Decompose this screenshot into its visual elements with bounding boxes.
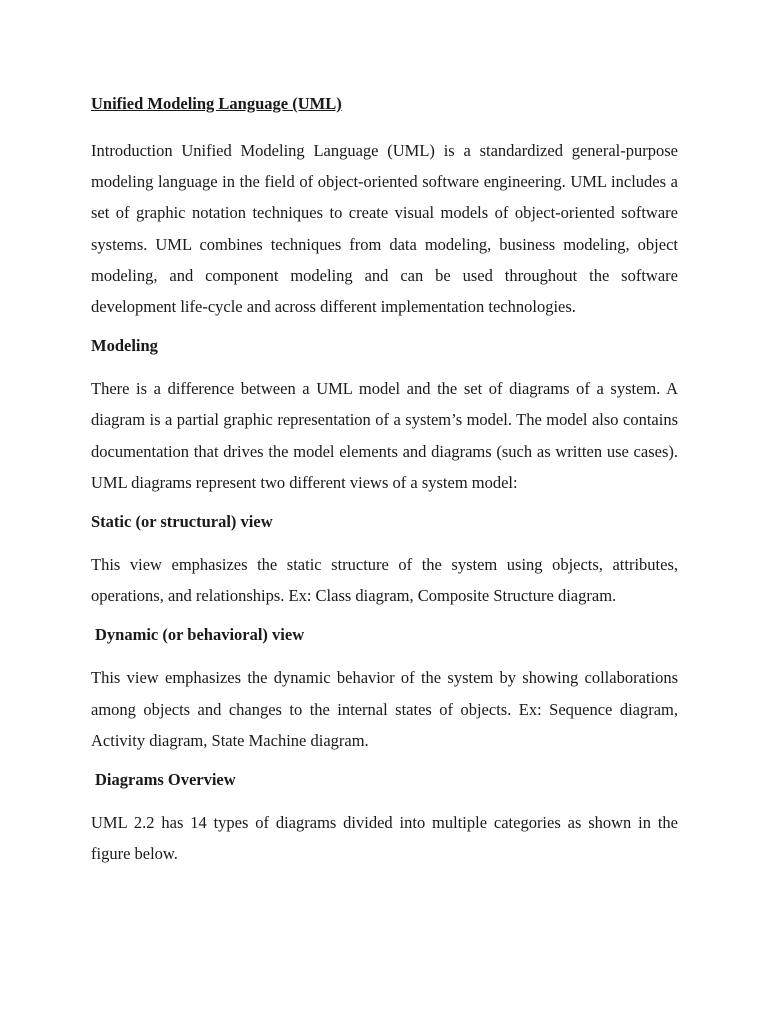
document-title: Unified Modeling Language (UML)	[91, 94, 342, 113]
section-heading-static-view: Static (or structural) view	[91, 512, 273, 532]
modeling-paragraph: There is a difference between a UML model and the set of diagrams of a system. A diagram is a partial graphic representation of a system’s model. The model also contains documentation that drives the model elements and diagrams (such as written use cases). UML diagrams represent two different views of a system model:	[91, 379, 678, 492]
intro-paragraph: Introduction Unified Modeling Language (UML) is a standardized general-purpose modeling language in the field of object-oriented software engineering. UML includes a set of graphic notation techniques to create visual models of object-oriented software systems. UML combines techniques from data modeling, business modeling, object modeling, and component modeling and can be used throughout the software development life-cycle and across different implementation technologies.	[91, 141, 678, 317]
document-content	[91, 92, 678, 881]
static-view-paragraph: This view emphasizes the static structure of the system using objects, attributes, operations, and relationships. Ex: Class diagram, Composite Structure diagram.	[91, 555, 678, 606]
section-heading-dynamic-view: Dynamic (or behavioral) view	[95, 625, 305, 645]
section-heading-diagrams-overview: Diagrams Overview	[95, 770, 236, 790]
dynamic-view-paragraph: This view emphasizes the dynamic behavior of the system by showing collaborations among objects and changes to the internal states of objects. Ex: Sequence diagram, Activity diagram, State Machine diagram.	[91, 668, 678, 750]
section-heading-modeling: Modeling	[91, 336, 158, 356]
diagrams-overview-paragraph: UML 2.2 has 14 types of diagrams divided into multiple categories as shown in the figure below.	[91, 813, 678, 864]
